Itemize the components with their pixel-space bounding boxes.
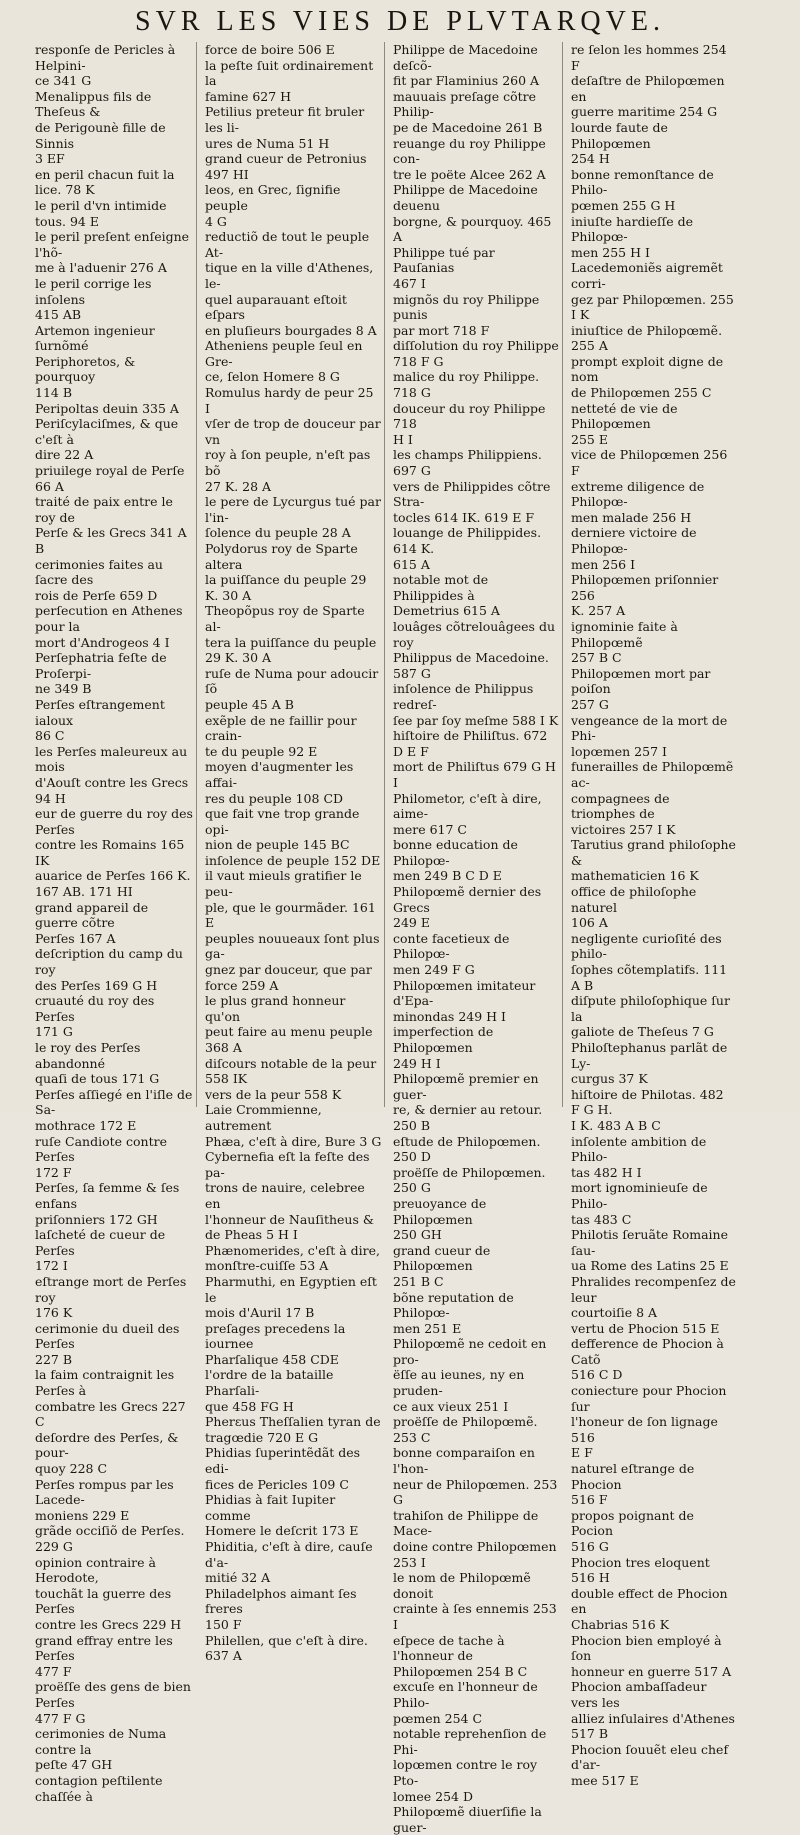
index-entry: le plus grand honneur qu'on peut faire au menu peuple 368 A (205, 993, 373, 1055)
index-entry: Philippe tué par Pauſanias 467 I (393, 244, 495, 291)
index-entry: notable reprehenſion de Phi- lopœmen contre le roy Pto- lomee 254 D (393, 1726, 547, 1804)
index-entry: ignominie faite à Philopœmẽ 257 B C (571, 618, 678, 666)
index-entry: Phralides recompenſez de leur courtoiſie 8 A (571, 1273, 736, 1321)
index-entry: trahiſon de Philippe de Mace- doine contre Philopœmen 253 I (393, 1507, 557, 1570)
index-entry: excuſe en l'honneur de Philo- pœmen 254 C (393, 1679, 538, 1726)
index-entry: contagion peſtilente chaſſée à (35, 1772, 163, 1804)
index-entry: Perſes rompus par les Lacede- moniens 229 E (35, 1476, 174, 1523)
index-entry: le peril preſent enſeigne l'hõ- me à l'aduenir 276 A (35, 229, 190, 276)
page-title: SVR LES VIES DE PLVTARQVE. (135, 6, 665, 37)
index-entry: vers de la peur 558 K (205, 1086, 342, 1102)
running-header (0, 0, 800, 44)
index-entry: inſolence de peuple 152 DE (205, 852, 381, 868)
index-entry: funerailles de Philopœmẽ ac- compagnees de triomphes de victoires 257 I K (571, 759, 734, 837)
index-entry: deſaſtre de Philopœmen en guerre maritime 254 G (571, 73, 725, 120)
index-entry: Lacedemoniẽs aigremẽt corri- gez par Philopœmen. 255 I K (571, 260, 734, 323)
index-entry: preſages precedens la iournee Pharſalique 458 CDE (205, 1320, 346, 1367)
index-entry: Phocion ſouuẽt eleu chef d'ar- mee 517 E (571, 1741, 729, 1788)
index-entry: proëſſe de Philopœmen. 250 G (393, 1164, 546, 1196)
index-entry: Peripoltas deuin 335 A (35, 400, 179, 416)
index-entry: Philopœmẽ premier en guer- re, & dernier au retour. 250 B (393, 1071, 543, 1133)
index-entry: Theopõpus roy de Sparte al- tera la puiſſance du peuple 29 K. 30 A (205, 603, 377, 666)
index-entry: malice du roy Philippe. 718 G (393, 369, 540, 401)
index-entry: les champs Philippiens. 697 G (393, 447, 542, 479)
index-entry: Philadelphos aimant ſes freres 150 F (205, 1585, 357, 1632)
index-entry: grãde occiſiõ de Perſes. 229 G (35, 1523, 185, 1554)
index-entry: Pharmuthi, en Egyptien eſt le mois d'Auril 17 B (205, 1273, 377, 1321)
index-entry: Menalippus fils de Theſeus & de Perigounè fille de Sinnis 3 EF (35, 88, 166, 167)
index-entry: grand effray entre les Perſes 477 F (35, 1632, 173, 1679)
index-entry: vice de Philopœmen 256 F (571, 447, 728, 479)
index-entry: en peril chacun fuit la lice. 78 K (35, 166, 175, 198)
index-column-3 (388, 42, 563, 1835)
index-entry: deſordre des Perſes, & pour- quoy 228 C (35, 1429, 179, 1477)
index-entry: grand cueur de Philopœmen 251 B C (393, 1242, 491, 1289)
index-entry: vengeance de la mort de Phi- lopœmen 257 I (571, 712, 728, 759)
index-entry: Phocion tres eloquent 516 H (571, 1554, 710, 1586)
index-entry: diſcours notable de la peur 558 IK (205, 1055, 377, 1087)
index-entry: prompt exploit digne de nom de Philopœmen 255 C (571, 353, 724, 401)
index-entry: Cybernefia eſt la feſte des pa- trons de nauire, celebree en l'honneur de Nauſitheus & de Pheas 5 H I (205, 1149, 374, 1243)
index-entry: mort de Philiſtus 679 G H I (393, 759, 556, 790)
index-entry: ruſe Candiote contre Perſes 172 F (35, 1133, 167, 1180)
index-entry: Philopœmen imitateur d'Epa- minondas 249 H I (393, 977, 536, 1024)
index-entry: vſer de trop de douceur par vn roy à ſon peuple, n'eſt pas bõ 27 K. 28 A (205, 416, 381, 494)
index-entry: notable mot de Philippides à Demetrius 615 A (393, 572, 500, 619)
index-entry: Atheniens peuple ſeul en Gre- ce, ſelon Homere 8 G (205, 338, 363, 385)
index-entry: mignõs du roy Philippe punis par mort 718 F (393, 291, 540, 338)
index-entry: Philotis ſeruãte Romaine ſau- ua Rome des Latins 25 E (571, 1227, 729, 1274)
index-entry: la faim contraignit les Perſes à combatre les Grecs 227 C (35, 1367, 186, 1430)
index-entry: Phocion ambaſſadeur vers les alliez inſulaires d'Athenes 517 B (571, 1679, 735, 1742)
index-entry: force de boire 506 E (205, 42, 335, 57)
index-entry: vertu de Phocion 515 E (571, 1320, 720, 1336)
index-entry: bõne reputation de Philopœ- men 251 E (393, 1289, 514, 1336)
index-entry: perſecution en Athenes pour la mort d'Androgeos 4 I (35, 603, 183, 650)
index-entry: Philippe de Macedoine deuenu borgne, & pourquoy. 465 A (393, 182, 552, 245)
index-column-2 (200, 42, 385, 1664)
index-entry: propos poignant de Pocion 516 G (571, 1507, 694, 1554)
index-entry: grand cueur de Petronius 497 HI (205, 151, 367, 182)
index-entry: bonne education de Philopœ- men 249 B C D E (393, 837, 518, 884)
index-entry: vers de Philippides cõtre Stra- tocles 614 IK. 619 E F (393, 478, 551, 525)
index-entry: reductiõ de tout le peuple At- tique en la ville d'Athenes, le- quel auparauant eſtoit eſpars en pluſieurs bourgades 8 A (205, 229, 377, 338)
index-entry: les Perſes maleureux au mois d'Aouſt contre les Grecs 94 H (35, 743, 189, 806)
index-entry: cruauté du roy des Perſes 171 G (35, 993, 155, 1040)
index-entry: Romulus hardy de peur 25 I (205, 385, 374, 416)
index-entry: Phidias à fait Iupiter comme Homere le deſcrit 173 E (205, 1492, 359, 1539)
index-entry: Artemon ingenieur ſurnõmé Periphoretos, & pourquoy 114 B (35, 322, 155, 401)
index-entry: Phidias ſuperintẽdãt des edi- fices de Pericles 109 C (205, 1445, 361, 1492)
index-entry: preuoyance de Philopœmen 250 GH (393, 1195, 487, 1243)
index-entry: double effect de Phocion en Chabrias 516 K (571, 1585, 728, 1632)
index-entry: Philopœmẽ dernier des Grecs 249 E (393, 884, 542, 931)
index-entry: iniuſte hardieſſe de Philopœ- men 255 H I (571, 213, 694, 260)
index-entry: le pere de Lycurgus tué par l'in- ſolence du peuple 28 A (205, 494, 381, 541)
index-entry: re ſelon les hommes 254 F (571, 42, 727, 73)
index-entry: Perſes aſſiegé en l'iſle de Sa- mothrace 172 E (35, 1086, 193, 1133)
index-entry: Tarutius grand philoſophe & mathematicien 16 K (571, 837, 736, 884)
index-entry: derniere victoire de Philopœ- men 256 I (571, 525, 697, 572)
index-entry: ruſe de Numa pour adoucir ſõ peuple 45 A B (205, 665, 379, 712)
index-entry: cerimonies de Numa contre la peſte 47 GH (35, 1726, 167, 1773)
index-entry: Polydorus roy de Sparte altera la puiſſance du peuple 29 K. 30 A (205, 541, 367, 603)
index-column-1 (30, 42, 197, 1804)
index-entry: priuilege royal de Perſe 66 A (35, 463, 185, 494)
index-entry: grand appareil de guerre cõtre Perſes 167 A (35, 899, 149, 946)
index-entry: la peſte ſuit ordinairement la famine 627 H (205, 57, 374, 104)
index-entry: lourde faute de Philopœmen 254 H (571, 119, 668, 167)
index-entry: imperfection de Philopœmen 249 H I (393, 1024, 494, 1071)
index-entry: hiſtoire de Philiſtus. 672 D E F (393, 728, 548, 759)
index-entry: Philopœmẽ diuerſifie la guer- (393, 1804, 542, 1835)
index-entry: bonne remonſtance de Philo- pœmen 255 G H (571, 166, 714, 213)
index-entry: Perſephatria feſte de Proſerpi- ne 349 B (35, 650, 167, 697)
index-entry: le roy des Perſes abandonné quaſi de tous 171 G (35, 1040, 160, 1087)
index-entry: Perſes, ſa femme & ſes enfans priſonniers 172 GH (35, 1180, 180, 1227)
index-entry: mort ignominieuſe de Philo- tas 483 C (571, 1180, 708, 1227)
index-entry: Laie Crommienne, autrement Phæa, c'eſt à dire, Bure 3 G (205, 1102, 382, 1149)
index-entry: que fait vne trop grande opi- nion de peuple 145 BC (205, 806, 360, 853)
index-entry: traité de paix entre le roy de Perſe & les Grecs 341 A B (35, 494, 187, 556)
index-entry: le peril corrige les inſolens 415 AB (35, 275, 152, 323)
index-entry: bonne comparaiſon en l'hon- neur de Philopœmen. 253 G (393, 1445, 558, 1508)
index-entry: l'ordre de la bataille Pharſali- que 458 FG H (205, 1367, 334, 1414)
index-entry: diſpute philoſophique ſur la galiote de Theſeus 7 G (571, 993, 730, 1040)
index-entry: Phænomerides, c'eſt à dire, monſtre-cuiſſe 53 A (205, 1242, 380, 1274)
index-entry: Pherɛus Theſſalien tyran de tragœdie 720 E G (205, 1414, 381, 1445)
index-entry: proëſſe de Philopœmẽ. 253 C (393, 1414, 538, 1445)
index-entry: Philippe de Macedoine deſcõ- fit par Flaminius 260 A (393, 42, 540, 89)
index-entry: diſſolution du roy Philippe 718 F G (393, 338, 559, 369)
index-entry: peuples nouueaux ſont plus ga- gnez par douceur, que par force 259 A (205, 930, 380, 993)
index-entry: negligente curioſité des philo- ſophes cõtemplatifs. 111 A B (571, 930, 728, 993)
index-entry: le peril d'vn intimide tous. 94 E (35, 197, 167, 229)
index-entry: Philopœmen priſonnier 256 K. 257 A (571, 572, 719, 619)
index-entry: Philopœmẽ ne cedoit en pro- ëſſe au ieunes, ny en pruden- ce aux vieux 251 I (393, 1336, 547, 1414)
index-entry: louâges cõtrelouâgees du roy Philippus de Macedoine. 587 G (393, 618, 555, 681)
index-entry: Perſes eſtrangement ialoux 86 C (35, 696, 165, 744)
index-entry: il vaut mieuls gratifier le peu- ple, que le gourmãder. 161 E (205, 868, 376, 931)
index-entry: Phocion bien employé à ſon honneur en guerre 517 A (571, 1632, 732, 1679)
index-entry: hiſtoire de Philotas. 482 F G H. I K. 483 A B C (571, 1086, 724, 1133)
index-entry: proëſſe des gens de bien Perſes 477 F G (35, 1679, 191, 1726)
index-entry: eſpece de tache à l'honneur de Philopœmen 254 B C (393, 1632, 528, 1679)
index-entry: Philellen, que c'eſt à dire. 637 A (205, 1632, 368, 1664)
index-entry: netteté de vie de Philopœmen 255 E (571, 400, 678, 447)
index-entry: opinion contraire à Herodote, touchãt la guerre des Perſes contre les Grecs 229 H (35, 1554, 182, 1632)
index-entry: office de philoſophe naturel 106 A (571, 884, 697, 931)
index-entry: Philometor, c'eſt à dire, aime- mere 617 C (393, 790, 542, 837)
index-entry: Philopœmen mort par poiſon 257 G (571, 665, 711, 712)
index-column-4 (566, 42, 738, 1788)
index-entry: moyen d'augmenter les affai- res du peuple 108 CD (205, 759, 354, 806)
index-entry: cerimonies faites au ſacre des rois de Perſe 659 D (35, 556, 163, 603)
index-entry: deſcription du camp du roy des Perſes 169 G H (35, 946, 183, 993)
index-entry: exẽple de ne faillir pour crain- te du peuple 92 E (205, 712, 357, 759)
index-entry: Periſcylaciſmes, & que c'eſt à dire 22 A (35, 416, 179, 463)
index-entry: defference de Phocion à Catõ 516 C D (571, 1336, 724, 1383)
index-entry: reuange du roy Philippe con- tre le poëte Alcee 262 A (393, 135, 546, 182)
index-entry: Petilius preteur fit bruler les li- ures de Numa 51 H (205, 104, 365, 151)
index-entry: inſolence de Philippus redreſ- ſee par ſoy meſme 588 I K (393, 681, 559, 728)
index-entry: Philoſtephanus parlãt de Ly- curgus 37 K (571, 1040, 728, 1087)
index-entry: louange de Philippides. 614 K. 615 A (393, 525, 542, 572)
index-entry: iniuſtice de Philopœmẽ. 255 A (571, 322, 723, 354)
index-entry: inſolente ambition de Philo- tas 482 H I (571, 1133, 707, 1180)
index-entry: cerimonie du dueil des Perſes 227 B (35, 1320, 180, 1367)
index-entry: coniecture pour Phocion ſur l'honeur de ſon lignage 516 E F (571, 1383, 727, 1461)
index-entry: laſcheté de cueur de Perſes 172 I (35, 1227, 166, 1274)
index-entry: douceur du roy Philippe 718 H I (393, 400, 546, 447)
index-entry: le nom de Philopœmẽ donoit crainte à ſes ennemis 253 I (393, 1570, 557, 1632)
index-entry: naturel eſtrange de Phocion 516 F (571, 1461, 695, 1508)
index-entry: leos, en Grec, ſignifie peuple 4 G (205, 182, 341, 229)
index-entry: conte facetieux de Philopœ- men 249 F G (393, 930, 510, 978)
index-entry: extreme diligence de Philopœ- men malade 256 H (571, 478, 705, 525)
index-entry: eſtrange mort de Perſes roy 176 K (35, 1273, 187, 1321)
index-entry: responſe de Pericles à Helpini- ce 341 G (35, 42, 176, 89)
index-entry: Phiditia, c'eſt à dire, cauſe d'a- mitié 32 A (205, 1539, 373, 1586)
index-entry: eur de guerre du roy des Perſes contre les Romains 165 IK (35, 806, 193, 868)
index-entry: mauuais preſage cõtre Philip- pe de Macedoine 261 B (393, 88, 543, 135)
index-entry: auarice de Perſes 166 K. 167 AB. 171 HI (35, 868, 191, 900)
index-entry: eſtude de Philopœmen. 250 D (393, 1133, 541, 1165)
